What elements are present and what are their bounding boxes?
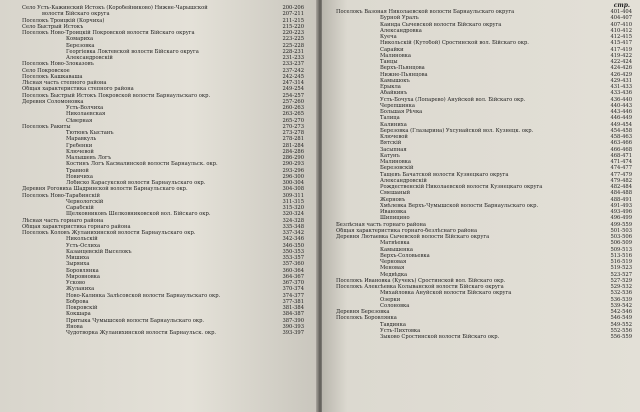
entry-title: Чудотворка Жуланихинской волости Барнаульск. окр. bbox=[66, 330, 217, 336]
entry-title: Чернологскій bbox=[66, 198, 104, 205]
entry-title: Шипицино bbox=[380, 215, 410, 222]
entry-pages: 335-348 bbox=[282, 223, 304, 230]
right-page-header: стр. bbox=[613, 2, 630, 9]
entry-title: Ключевой bbox=[66, 148, 94, 155]
entry-pages: 496-499 bbox=[610, 215, 632, 222]
entry-title: Село Покровское bbox=[22, 67, 70, 74]
entry-title: Рождественскій Николаевской волости Кузнецкаго округа bbox=[380, 184, 543, 190]
entry-pages: 506-509 bbox=[610, 240, 632, 247]
entry-title: Нижне-Пьянцова bbox=[380, 71, 428, 78]
entry-title: Медвѣдка bbox=[380, 271, 408, 278]
entry-title: Зыково Сростинской волости Бійскаго окр. bbox=[380, 334, 500, 340]
entry-pages: 263-265 bbox=[282, 111, 304, 118]
entry-pages: 273-278 bbox=[282, 130, 304, 136]
entry-pages: 309-311 bbox=[282, 192, 304, 199]
entry-title: Тащевъ Бачатской волости Кузнецкаго округа bbox=[380, 171, 509, 178]
entry-title: Смешаный bbox=[380, 190, 411, 197]
entry-pages: 532-536 bbox=[610, 290, 632, 297]
entry-title: Черепшинка bbox=[380, 102, 416, 109]
entry-pages: 228-231 bbox=[282, 48, 304, 55]
entry-pages: 270-273 bbox=[282, 123, 304, 130]
entry-pages: 401-404 bbox=[610, 9, 632, 15]
entry-title: Танцы bbox=[380, 59, 398, 65]
entry-pages: 353-357 bbox=[282, 255, 304, 261]
entry-pages: 477-479 bbox=[610, 171, 632, 178]
entry-pages: 381-384 bbox=[282, 305, 304, 311]
entry-pages: 536-539 bbox=[610, 296, 632, 303]
entry-title: Новичиха bbox=[66, 173, 93, 180]
entry-title: Кокшара bbox=[66, 311, 91, 318]
entry-title: Ново-Калинка Залѣсовской волости Барнаульскаго окр. bbox=[66, 292, 221, 299]
entry-pages: 429-431 bbox=[610, 77, 632, 84]
entry-title: Сарабскій bbox=[66, 205, 94, 211]
entry-pages: 278-281 bbox=[282, 136, 304, 143]
entry-pages: 501-503 bbox=[610, 227, 632, 234]
entry-title: Усть-Пихтовка bbox=[380, 327, 421, 334]
entry-title: Поселокъ Вазоная Николаевской волости Барнаульскаго округа bbox=[336, 9, 515, 15]
entry-pages: 513-516 bbox=[610, 252, 632, 259]
entry-pages: 342-346 bbox=[282, 236, 304, 243]
entry-pages: 387-390 bbox=[282, 317, 304, 324]
entry-title: Тавдинка bbox=[380, 321, 406, 328]
entry-pages: 390-393 bbox=[282, 323, 304, 330]
entry-title: Мишиха bbox=[66, 255, 90, 261]
entry-pages: 300-304 bbox=[282, 180, 304, 186]
entry-title: Верхъ-Пьянцова bbox=[380, 65, 425, 72]
entry-title: Травной bbox=[66, 167, 89, 174]
entry-pages: 249-254 bbox=[282, 86, 304, 93]
entry-title: Деревня Соломоновка bbox=[22, 98, 84, 105]
entry-pages: 493-496 bbox=[610, 209, 632, 215]
entry-pages: 281-284 bbox=[282, 142, 304, 149]
left-page-entries bbox=[22, 5, 304, 336]
entry-pages: 346-350 bbox=[282, 242, 304, 249]
entry-pages: 223-225 bbox=[282, 36, 304, 43]
entry-title: Поселокъ Кашкаваша bbox=[22, 73, 83, 80]
entry-title: Куеча bbox=[380, 34, 397, 40]
entry-title: Лѣсная часть степного района bbox=[22, 80, 107, 86]
entry-pages: 404-407 bbox=[610, 15, 632, 22]
entry-pages: 350-353 bbox=[282, 248, 304, 255]
entry-pages: 446-449 bbox=[610, 115, 632, 122]
entry-pages: 488-491 bbox=[610, 196, 632, 203]
entry-pages: 415-417 bbox=[610, 40, 632, 47]
entry-title: Верхъ-Соловьевка bbox=[380, 252, 430, 259]
toc-entry bbox=[336, 334, 632, 340]
entry-pages: 286-290 bbox=[282, 155, 304, 161]
right-page bbox=[322, 0, 640, 412]
entry-pages: 529-532 bbox=[610, 284, 632, 290]
entry-title: Комарихa bbox=[66, 36, 94, 43]
entry-title: Березовка (Глазырина) Ухсунайской вол. Кузнецк. окр. bbox=[380, 127, 534, 134]
entry-title: Маравкуль bbox=[66, 136, 97, 143]
entry-title: Лобиско Карасукской волости Барнаульскаго окр. bbox=[66, 180, 206, 186]
entry-pages: 499-559 bbox=[610, 221, 632, 228]
entry-title: Янова bbox=[66, 323, 83, 330]
entry-pages: 482-484 bbox=[610, 184, 632, 190]
entry-title: Засыпная bbox=[380, 146, 407, 153]
entry-pages: 479-482 bbox=[610, 177, 632, 184]
toc-entry bbox=[22, 330, 304, 336]
entry-pages: 552-556 bbox=[610, 327, 632, 334]
entry-pages: 407-410 bbox=[610, 21, 632, 28]
entry-pages: 458-463 bbox=[610, 134, 632, 140]
entry-title: Зыряиха bbox=[66, 261, 90, 268]
entry-pages: 284-286 bbox=[282, 148, 304, 155]
entry-title: Сѣверная bbox=[66, 117, 93, 124]
entry-title: Матвѣевка bbox=[380, 240, 410, 247]
entry-pages: 454-458 bbox=[610, 127, 632, 134]
entry-title: Александровскій bbox=[66, 55, 113, 61]
entry-pages: 527-529 bbox=[610, 277, 632, 284]
entry-pages: 546-549 bbox=[610, 315, 632, 322]
entry-title: Поселокъ Коловъ Жуланихинской волости Барнаульскаго окр. bbox=[22, 230, 196, 236]
entry-title: Абайкинъ bbox=[380, 90, 408, 97]
entry-title: Усть-Бочуха (Лопарево) Ануйской вол. Бійскаго окр. bbox=[380, 96, 526, 103]
entry-title: Общая характеристика степного района bbox=[22, 86, 134, 93]
entry-pages: 417-419 bbox=[610, 46, 632, 53]
entry-pages: 516-519 bbox=[610, 259, 632, 265]
entry-pages: 367-370 bbox=[282, 280, 304, 286]
entry-pages: 211-215 bbox=[282, 17, 304, 24]
entry-title: Боровлянка bbox=[66, 267, 99, 274]
entry-title: Село Быстрый Истокъ bbox=[22, 23, 84, 30]
entry-title: Михайловка Ануйской волости Бійскаго округа bbox=[380, 290, 512, 297]
entry-pages: 370-374 bbox=[282, 286, 304, 293]
entry-title: Казанцевскій Выселокъ bbox=[66, 248, 132, 255]
entry-title: Общая характеристика горнаго района bbox=[22, 223, 131, 230]
entry-pages: 466-468 bbox=[610, 146, 632, 153]
entry-title: Озерки bbox=[380, 296, 401, 303]
entry-title: Георгіевка Локтевской волости Бійскаго округа bbox=[66, 48, 199, 55]
entry-pages: 296-300 bbox=[282, 173, 304, 180]
entry-title: Безлѣсная часть горнаго района bbox=[336, 221, 427, 228]
entry-title: Черновая bbox=[380, 259, 407, 265]
entry-title: Поселокъ Ракиты bbox=[22, 123, 71, 130]
entry-pages: 265-270 bbox=[282, 117, 304, 124]
entry-pages: 474-477 bbox=[610, 165, 632, 172]
entry-pages: 503-506 bbox=[610, 234, 632, 240]
entry-title: Катунъ bbox=[380, 152, 400, 159]
entry-title: Щелковниковъ Шелковниковской вол. Бійскаго окр. bbox=[66, 211, 211, 218]
entry-pages: 509-513 bbox=[610, 246, 632, 253]
entry-pages: 412-415 bbox=[610, 34, 632, 40]
entry-title: Никольскій bbox=[66, 236, 98, 243]
entry-pages: 364-367 bbox=[282, 273, 304, 280]
entry-pages: 484-488 bbox=[610, 190, 632, 197]
entry-pages: 247-314 bbox=[282, 80, 304, 86]
entry-pages: 360-364 bbox=[282, 267, 304, 274]
entry-pages: 384-387 bbox=[282, 311, 304, 318]
entry-title: Лѣсная часть горнаго района bbox=[22, 217, 104, 224]
entry-pages: 440-443 bbox=[610, 102, 632, 109]
entry-pages: 320-324 bbox=[282, 211, 304, 218]
entry-pages: 207-211 bbox=[282, 11, 304, 18]
entry-title: Притыка Чумышской волости Барнаульскаго окр. bbox=[66, 317, 205, 324]
entry-pages: 393-397 bbox=[282, 330, 304, 336]
entry-pages: 231-233 bbox=[282, 55, 304, 61]
entry-title: Поселокъ Ново-Троицкій Покровской волости Бійскаго округа bbox=[22, 30, 195, 36]
entry-title: Бурной Уралъ bbox=[380, 15, 419, 22]
entry-title: Малиновка bbox=[380, 52, 411, 59]
entry-title: Малышевъ Логъ bbox=[66, 155, 112, 161]
entry-title: Ерыкла bbox=[380, 84, 401, 90]
entry-pages: 523-527 bbox=[610, 271, 632, 278]
entry-pages: 337-342 bbox=[282, 230, 304, 236]
entry-title: Малиновка bbox=[380, 159, 411, 165]
entry-title: Поселокъ Алексѣевка Колыванской волости Бійскаго округа bbox=[336, 284, 504, 290]
entry-title: Деревня Березовка bbox=[336, 309, 390, 315]
entry-title: Село Усть-Кажинский Истокъ (Коробейниково) Нижне-Чарышской bbox=[22, 5, 208, 11]
entry-pages: 463-466 bbox=[610, 140, 632, 147]
entry-pages: 293-296 bbox=[282, 167, 304, 174]
entry-pages: 431-433 bbox=[610, 84, 632, 90]
entry-pages: 422-424 bbox=[610, 59, 632, 65]
entry-pages: 237-242 bbox=[282, 67, 304, 74]
entry-pages: 449-454 bbox=[610, 121, 632, 128]
entry-title: Александровка bbox=[380, 27, 422, 34]
entry-pages: 471-474 bbox=[610, 159, 632, 165]
entry-pages: 539-542 bbox=[610, 302, 632, 309]
entry-title: Талица bbox=[380, 115, 400, 122]
entry-title: Александровскій bbox=[380, 177, 427, 184]
entry-title: Поселокъ Ново-Тарабинскій bbox=[22, 192, 100, 199]
entry-title: волости Бійскаго округа bbox=[42, 11, 110, 18]
entry-pages: 215-220 bbox=[282, 23, 304, 30]
entry-pages: 242-245 bbox=[282, 73, 304, 80]
entry-title: Поселокъ Троицкій (Корчиха) bbox=[22, 17, 105, 24]
entry-pages: 254-257 bbox=[282, 92, 304, 99]
entry-pages: 433-436 bbox=[610, 90, 632, 97]
entry-pages: 542-546 bbox=[610, 309, 632, 315]
entry-title: Меновая bbox=[380, 265, 405, 272]
entry-title: Камышенка bbox=[380, 246, 413, 253]
entry-pages: 233-237 bbox=[282, 61, 304, 68]
entry-pages: 311-315 bbox=[282, 198, 304, 205]
entry-title: Поселокъ Быстрый Истокъ Покровской волости Барнаульскаго окр. bbox=[22, 92, 211, 99]
entry-pages: 443-446 bbox=[610, 109, 632, 115]
entry-pages: 225-228 bbox=[282, 42, 304, 49]
entry-title: Березовка bbox=[66, 42, 95, 49]
entry-title: Камышокъ bbox=[380, 77, 410, 84]
entry-title: Общая характеристика горнаго-безлѣснаго района bbox=[336, 227, 478, 234]
entry-pages: 556-559 bbox=[610, 334, 632, 340]
entry-pages: 220-223 bbox=[282, 30, 304, 36]
entry-pages: 304-308 bbox=[282, 186, 304, 193]
entry-title: Покровскій bbox=[66, 305, 98, 311]
entry-title: Березовскій bbox=[380, 165, 414, 172]
right-page-entries bbox=[336, 9, 632, 340]
entry-title: Усково bbox=[66, 280, 86, 286]
entry-title: Усть-Ослиха bbox=[66, 242, 101, 249]
entry-pages: 410-412 bbox=[610, 27, 632, 34]
entry-title: Поселокъ Ивановка (Кучекъ) Сростинской вол. Бійскаго окр. bbox=[336, 277, 506, 284]
entry-title: Гребенки bbox=[66, 142, 93, 149]
entry-pages: 374-377 bbox=[282, 292, 304, 299]
entry-pages: 377-381 bbox=[282, 298, 304, 305]
entry-title: Мировновка bbox=[66, 273, 100, 280]
entry-title: Усть-Волчиха bbox=[66, 105, 104, 111]
entry-pages: 519-523 bbox=[610, 265, 632, 272]
entry-pages: 424-426 bbox=[610, 65, 632, 72]
entry-pages: 260-263 bbox=[282, 105, 304, 111]
entry-title: Николаевская bbox=[66, 111, 106, 118]
entry-pages: 491-493 bbox=[610, 202, 632, 209]
left-page bbox=[0, 0, 318, 412]
entry-title: Жерновъ bbox=[380, 196, 406, 203]
entry-pages: 324-328 bbox=[282, 217, 304, 224]
entry-title: Поселокъ Ново-Злоказовъ bbox=[22, 61, 94, 68]
entry-title: Ключевой bbox=[380, 134, 408, 140]
entry-pages: 549-552 bbox=[610, 321, 632, 328]
entry-title: Хмѣлевка Верхъ-Чумышской волости Барнаульскаго окр. bbox=[380, 202, 539, 209]
entry-pages: 257-260 bbox=[282, 98, 304, 105]
entry-title: Большая Рѣчка bbox=[380, 109, 423, 115]
entry-title: Каинда Сычевской волости Бійскаго округа bbox=[380, 21, 502, 28]
entry-title: Боброва bbox=[66, 298, 89, 305]
entry-pages: 436-440 bbox=[610, 96, 632, 103]
entry-pages: 357-360 bbox=[282, 261, 304, 268]
entry-title: Поселокъ Боровлянка bbox=[336, 315, 397, 322]
entry-title: Никольскій (Кутобой) Сростинской вол. Бійскаго окр. bbox=[380, 40, 529, 47]
entry-title: Деревня Лютаевка Сычевской волости Бійскаго округа bbox=[336, 234, 490, 240]
entry-title: Жуланихa bbox=[66, 286, 95, 293]
entry-pages: 426-429 bbox=[610, 71, 632, 78]
entry-pages: 315-320 bbox=[282, 205, 304, 211]
entry-title: Солоновка bbox=[380, 302, 410, 309]
entry-pages: 468-471 bbox=[610, 152, 632, 159]
entry-pages: 290-293 bbox=[282, 161, 304, 168]
entry-title: Костинъ Логъ Касмалинской волости Барнаульск. окр. bbox=[66, 161, 218, 168]
entry-title: Деревня Роговиха Шадринской волости Барнаульскаго окр. bbox=[22, 186, 188, 193]
entry-pages: 419-422 bbox=[610, 52, 632, 59]
entry-title: Сарайки bbox=[380, 46, 404, 53]
entry-title: Калиниха bbox=[380, 121, 407, 128]
entry-title: Ивановка bbox=[380, 209, 407, 215]
entry-title: Тютюнъ Кыстанъ bbox=[66, 130, 114, 136]
entry-pages: 200-206 bbox=[282, 5, 304, 11]
entry-title: Вятскій bbox=[380, 140, 402, 147]
